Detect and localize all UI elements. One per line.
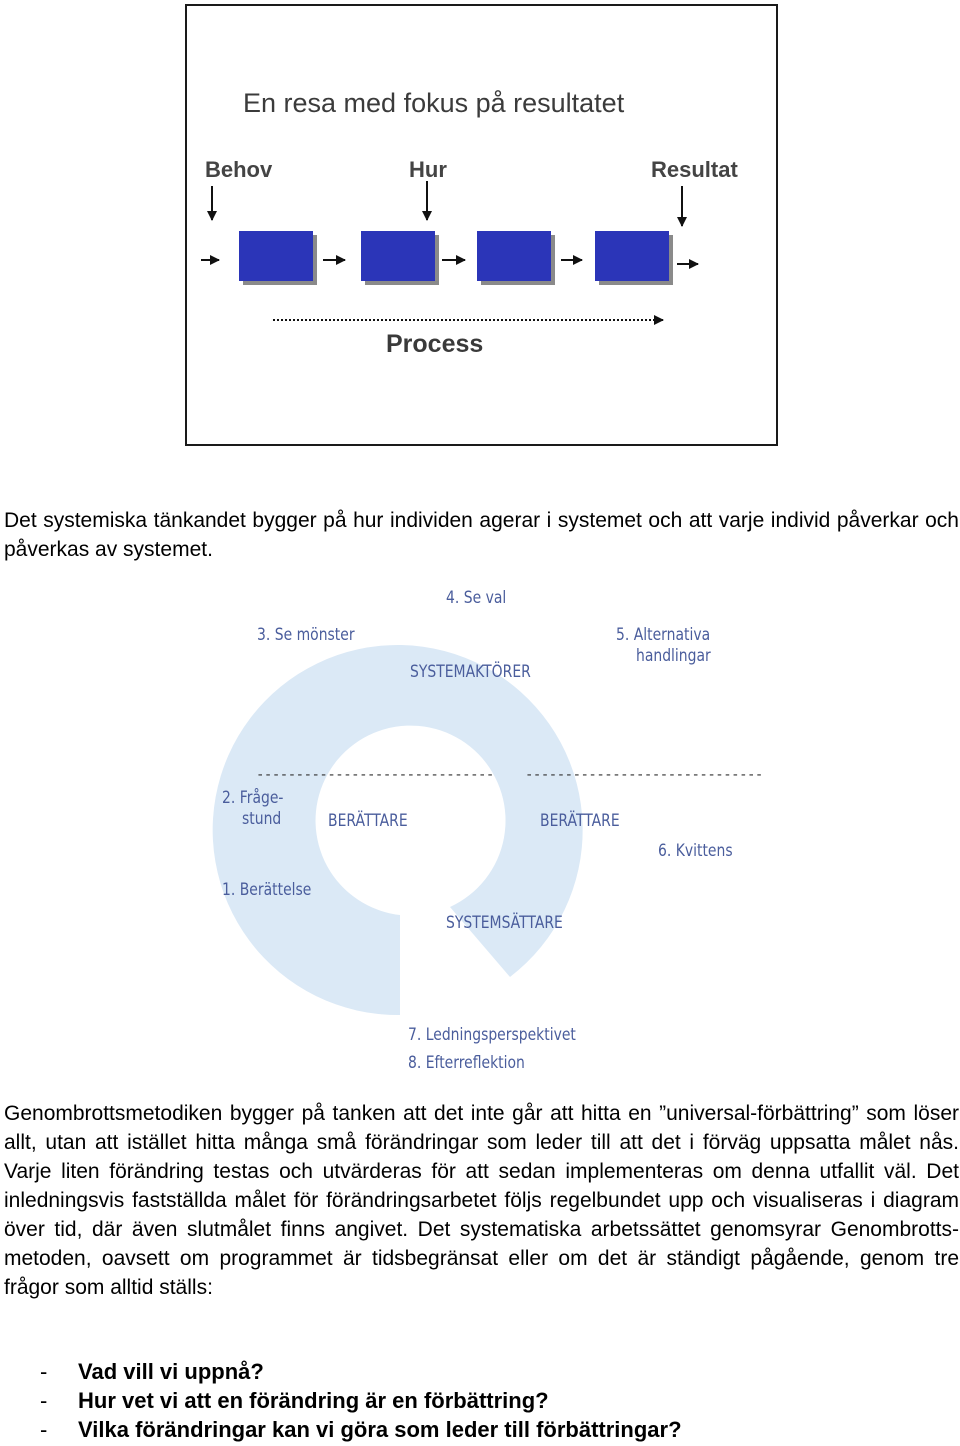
step-7: 7. Ledningsperspektivet [408, 1025, 576, 1045]
process-label: Process [386, 330, 484, 358]
figure-title: En resa med fokus på resultatet [243, 88, 625, 118]
step-5-line1: 5. Alternativa [616, 625, 711, 645]
how-label: Hur [409, 157, 447, 182]
step-3: 3. Se mönster [257, 625, 355, 645]
question-text: Hur vet vi att en förändring är en förbättring? [78, 1388, 549, 1413]
question-text: Vad vill vi uppnå? [78, 1359, 264, 1384]
process-diagram [187, 6, 780, 448]
list-dash: - [40, 1359, 48, 1384]
paragraph-genombrott: Genombrottsmetodiken bygger på tanken att det inte går att hitta en ”universal-förbättring” som löser allt, utan att istället hitta många små förändringar som leder till att det i förväg uppsatta målet nås. Varje liten förändring testas och utvärderas för att sedan implementeras om denna utfallit väl. Det inledningsvis fastställda målet för förändringsarbetet följs regelbundet upp och visualiseras i diagram över tid, där även slutmålet finns angivet. Det systematiska arbetssättet genomsyrar Genombrotts-metoden, oavsett om programmet är tidsbegränsat eller om det är ständigt pågående, genom tre frågor som alltid ställs: [4, 1102, 959, 1299]
divider-right: ------------------------------ [525, 767, 763, 783]
divider-left: ------------------------------ [256, 767, 494, 783]
need-label: Behov [205, 157, 273, 182]
step-2-line2: stund [242, 809, 282, 829]
step-1: 1. Berättelse [222, 880, 312, 900]
step-6: 6. Kvittens [658, 841, 733, 861]
result-label: Resultat [651, 157, 738, 182]
role-berattare-left: BERÄTTARE [328, 811, 408, 831]
step-box [595, 231, 673, 285]
step-8: 8. Efterreflektion [408, 1053, 525, 1073]
step-2-line1: 2. Fråge- [222, 788, 284, 808]
step-box [239, 231, 317, 285]
list-dash: - [40, 1417, 48, 1442]
paragraph-systemic: Det systemiska tänkandet bygger på hur individen agerar i systemet och att varje individ påverkar och påverkas av systemet. [4, 509, 959, 561]
step-5-line2: handlingar [636, 646, 711, 666]
question-text: Vilka förändringar kan vi göra som leder till förbättringar? [78, 1417, 682, 1442]
process-figure [185, 4, 778, 446]
role-berattare-right: BERÄTTARE [540, 811, 620, 831]
list-dash: - [40, 1388, 48, 1413]
role-systemsattare: SYSTEMSÄTTARE [446, 913, 563, 933]
role-systemaktorer: SYSTEMAKTÖRER [410, 662, 531, 682]
cycle-figure [200, 585, 763, 1077]
step-box [477, 231, 555, 285]
step-4: 4. Se val [446, 588, 507, 608]
step-box [361, 231, 439, 285]
